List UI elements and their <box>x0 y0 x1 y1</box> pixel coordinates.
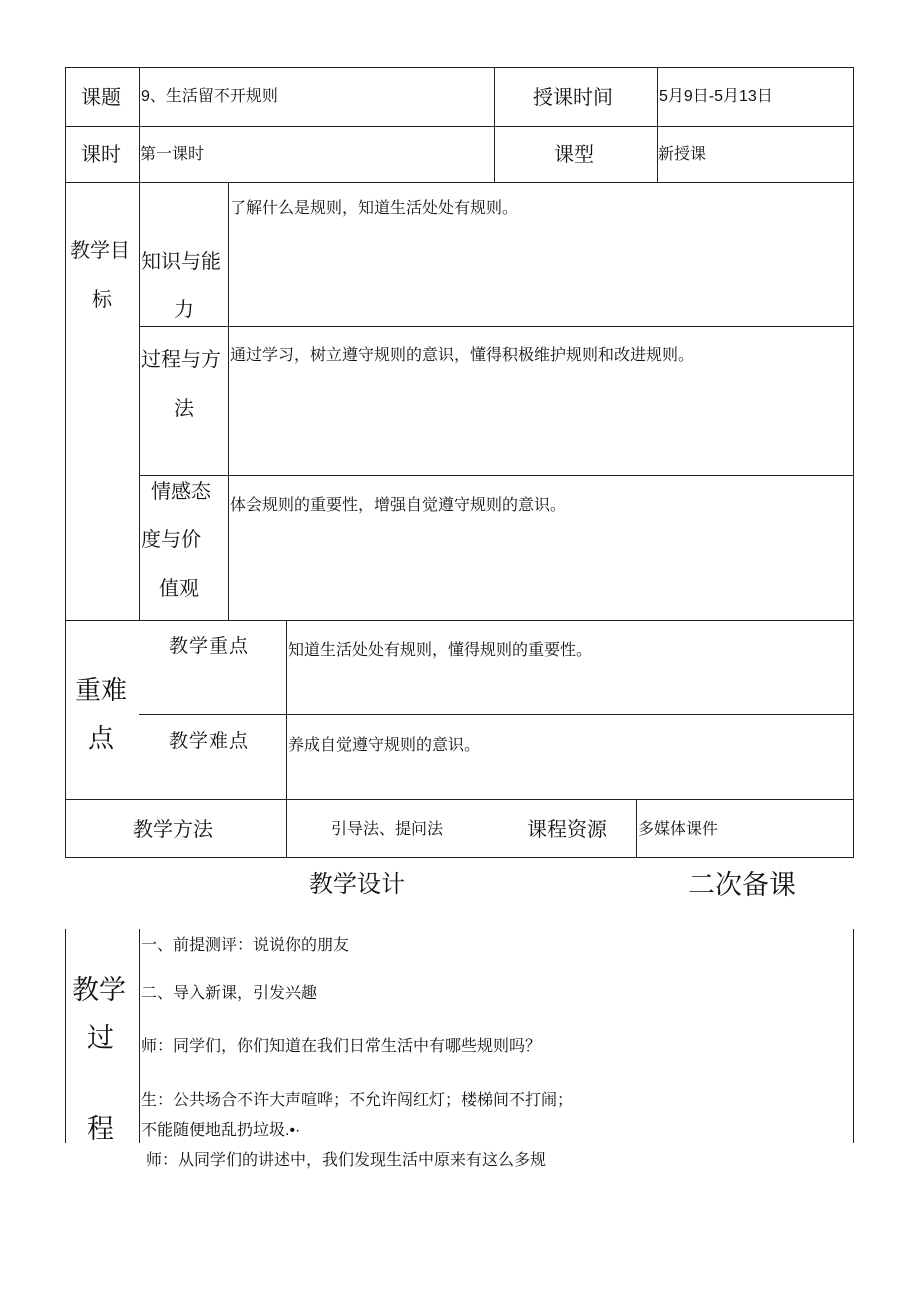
col-divider <box>657 67 658 182</box>
process-line: 师：从同学们的讲述中，我们发现生活中原来有这么多规 <box>146 1152 547 1169</box>
time-value: 5月9日-5月13日 <box>659 88 773 105</box>
row-divider <box>65 799 854 800</box>
process-text: 通过学习，树立遵守规则的意识，懂得积极维护规则和改进规则。 <box>230 347 695 364</box>
process-line: 师：同学们，你们知道在我们日常生活中有哪些规则吗？ <box>141 1038 542 1055</box>
type-value: 新授课 <box>658 146 707 163</box>
knowledge-text: 了解什么是规则，知道生活处处有规则。 <box>230 200 519 217</box>
type-label: 课型 <box>554 142 594 166</box>
period-label: 课时 <box>81 142 121 166</box>
topic-value: 9、生活留不开规则 <box>141 88 278 105</box>
second-prep-title: 二次备课 <box>688 870 796 901</box>
process-label-line1: 过程与方 <box>141 347 221 371</box>
process-label-line2: 法 <box>174 396 194 420</box>
process-col-divider <box>139 929 140 1143</box>
table-border-right <box>853 67 854 857</box>
col-divider <box>494 67 495 182</box>
difficulty-label: 教学难点 <box>169 730 250 752</box>
row-divider <box>139 326 854 327</box>
table-border-top <box>65 67 854 68</box>
focus-text: 知道生活处处有规则，懂得规则的重要性。 <box>288 642 593 659</box>
keypoints-label-line1: 重难 <box>75 676 128 706</box>
row-divider <box>65 126 854 127</box>
process-label-line2: 过 <box>87 1023 114 1054</box>
process-label-line3: 程 <box>87 1114 114 1145</box>
focus-label: 教学重点 <box>169 635 250 657</box>
time-label: 授课时间 <box>533 85 613 109</box>
col-divider <box>228 182 229 620</box>
difficulty-text: 养成自觉遵守规则的意识。 <box>288 737 481 754</box>
row-divider <box>65 620 854 621</box>
resource-label: 课程资源 <box>527 817 607 841</box>
process-line: 一、前提测评：说说你的朋友 <box>141 937 350 954</box>
table-border-left <box>65 67 66 857</box>
emotion-text: 体会规则的重要性，增强自觉遵守规则的意识。 <box>230 497 567 514</box>
row-divider <box>139 475 854 476</box>
objectives-label-line1: 教学目 <box>70 238 130 262</box>
col-divider <box>636 799 637 857</box>
knowledge-label-line2: 力 <box>174 297 194 321</box>
process-line: 生：公共场合不许大声喧哗；不允许闯红灯；楼梯间不打闹； <box>141 1092 574 1109</box>
emotion-label-line2: 度与价 <box>141 527 201 551</box>
topic-label: 课题 <box>81 85 121 109</box>
keypoints-label-line2: 点 <box>88 724 115 754</box>
emotion-label-line1: 情感态 <box>151 479 211 503</box>
design-title: 教学设计 <box>309 870 405 898</box>
row-divider <box>139 714 854 715</box>
col-divider <box>286 620 287 857</box>
objectives-label-line2: 标 <box>92 287 112 311</box>
knowledge-label-line1: 知识与能 <box>141 249 221 273</box>
process-border-left <box>65 929 66 1143</box>
resource-value: 多媒体课件 <box>638 821 719 838</box>
emotion-label-line3: 值观 <box>159 576 199 600</box>
process-line: 不能随便地乱扔垃圾.•· <box>141 1122 301 1139</box>
row-divider <box>65 182 854 183</box>
process-label-line1: 教学 <box>72 975 126 1006</box>
period-value: 第一课时 <box>140 146 205 163</box>
process-border-right <box>853 929 854 1143</box>
process-line: 二、导入新课，引发兴趣 <box>141 985 318 1002</box>
method-label: 教学方法 <box>133 817 213 841</box>
table-border-bottom <box>65 857 854 858</box>
method-value: 引导法、提问法 <box>331 821 444 838</box>
